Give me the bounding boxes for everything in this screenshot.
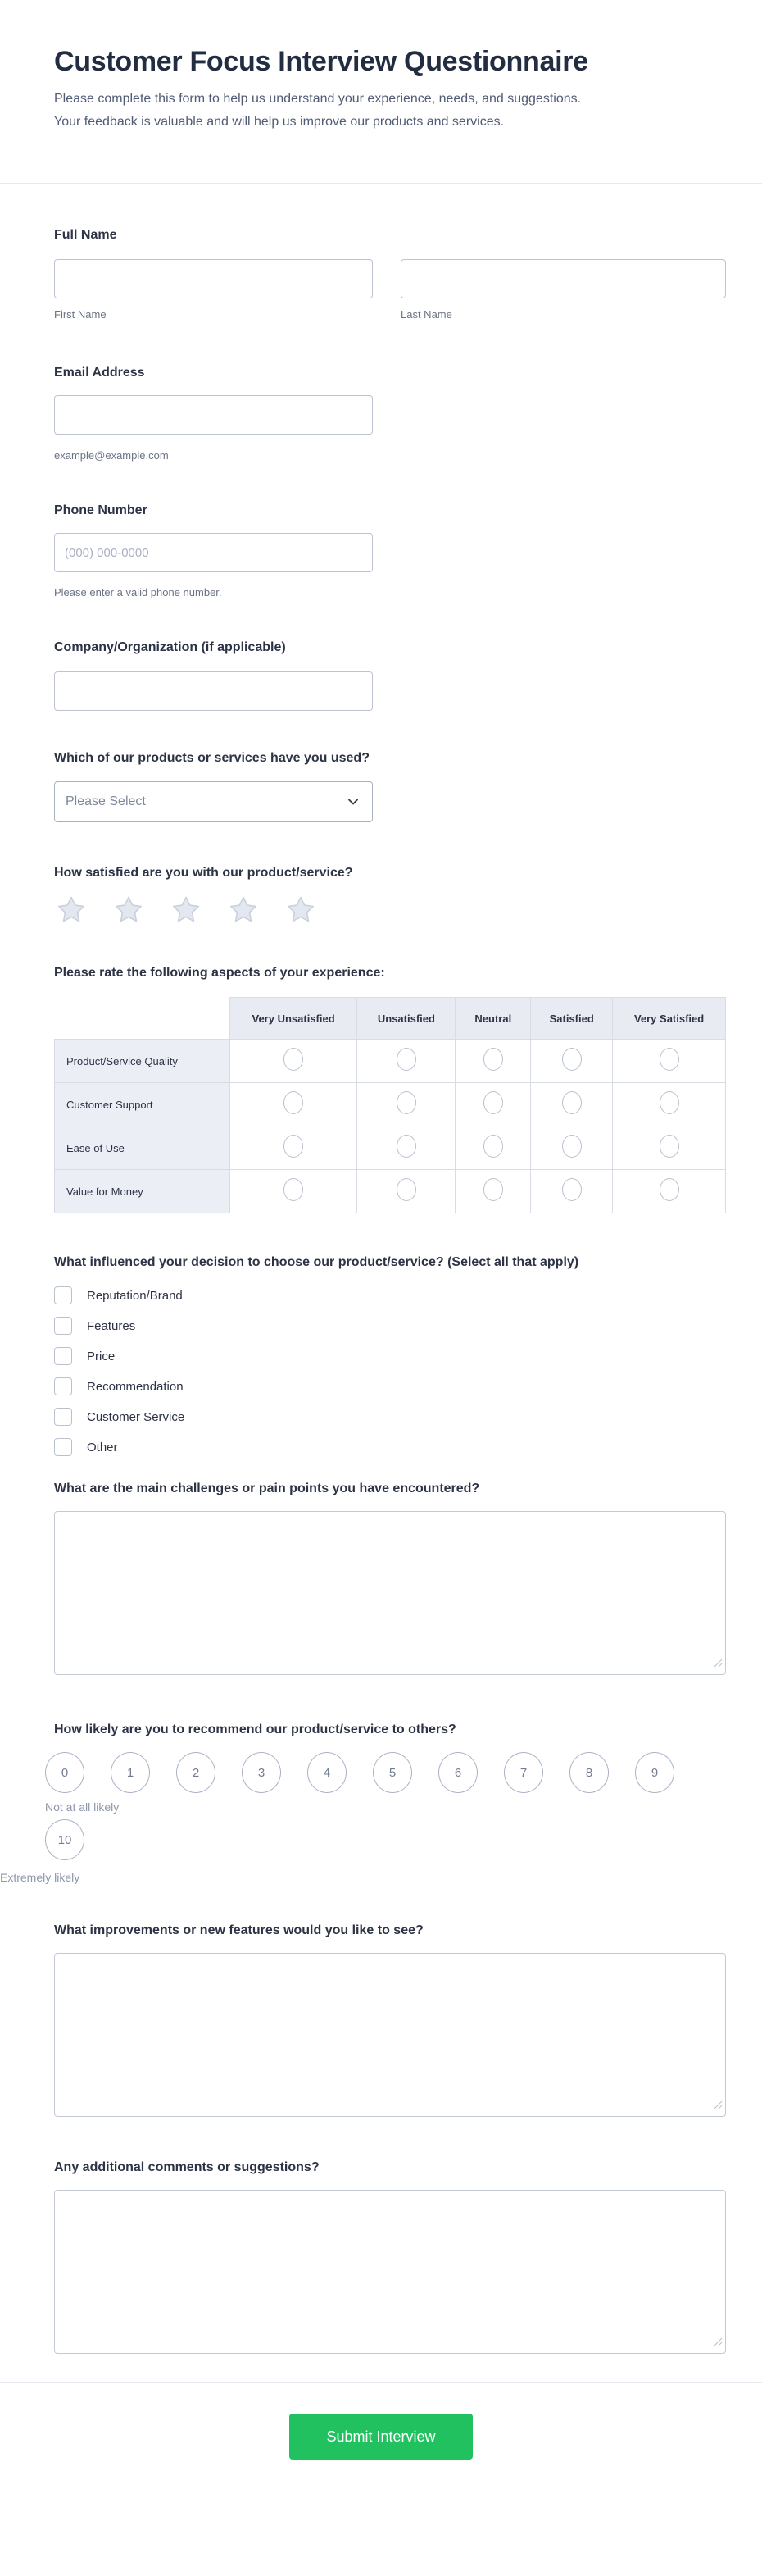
full-name-label: Full Name [54,228,117,242]
phone-label: Phone Number [54,503,147,517]
question-full-name [54,227,726,321]
question-phone [54,503,726,599]
challenges-label: What are the main challenges or pain points you have encountered? [54,1481,480,1495]
improvements-label: What improvements or new features would you like to see? [54,1923,424,1937]
checkbox-label: Customer Service [87,1409,185,1424]
rating-cell[interactable] [357,1170,456,1213]
products-select-value: Please Select [66,794,146,808]
nps-option[interactable]: 1 [111,1752,150,1793]
radio-button[interactable] [562,1178,582,1201]
question-comments [54,2160,726,2354]
checkbox-option[interactable] [54,1377,726,1395]
rating-table [54,997,726,1213]
radio-button[interactable] [283,1178,303,1201]
radio-button[interactable] [397,1091,416,1114]
rating-cell[interactable] [229,1126,357,1170]
header-divider [0,183,762,184]
influence-options [54,1286,726,1456]
rating-row [55,1040,726,1083]
radio-button[interactable] [483,1048,503,1071]
radio-button[interactable] [483,1091,503,1114]
rating-cell[interactable] [456,1083,531,1126]
comments-textarea[interactable] [54,2190,726,2354]
products-label: Which of our products or services have you used? [54,751,370,765]
radio-button[interactable] [660,1178,679,1201]
nps-row [45,1819,726,1860]
rating-row-label: Customer Support [55,1083,230,1126]
rating-cell[interactable] [613,1083,726,1126]
nps-max-caption: Extremely likely [0,1871,80,1884]
products-select[interactable] [54,781,373,822]
satisfaction-label: How satisfied are you with our product/service? [54,866,353,880]
rating-cell[interactable] [531,1126,613,1170]
rating-table-label: Please rate the following aspects of your experience: [54,966,385,980]
question-company [54,639,726,711]
radio-button[interactable] [397,1048,416,1071]
chevron-down-icon [345,794,361,810]
rating-cell[interactable] [613,1040,726,1083]
phone-hint: Please enter a valid phone number. [54,586,222,598]
star-rating [56,894,726,926]
radio-button[interactable] [660,1048,679,1071]
rating-cell[interactable] [456,1040,531,1083]
rating-cell[interactable] [613,1126,726,1170]
rating-cell[interactable] [531,1170,613,1213]
nps-min-caption: Not at all likely [45,1800,120,1814]
email-label: Email Address [54,366,145,380]
checkbox-option[interactable] [54,1347,726,1365]
question-satisfaction [54,865,726,926]
checkbox-option[interactable] [54,1438,726,1456]
rating-row-label: Product/Service Quality [55,1040,230,1083]
first-name-column [54,259,373,321]
checkbox[interactable] [54,1438,72,1456]
checkbox[interactable] [54,1377,72,1395]
checkbox-option[interactable] [54,1317,726,1335]
recommend-label: How likely are you to recommend our product/service to others? [54,1723,456,1736]
question-improvements [54,1923,726,2117]
rating-col-header: Very Unsatisfied [229,998,357,1040]
nps-option[interactable]: 2 [176,1752,215,1793]
nps-option[interactable]: 0 [45,1752,84,1793]
question-challenges [54,1481,726,1675]
submit-button[interactable]: Submit Interview [289,2414,473,2460]
first-name-sublabel: First Name [54,308,107,321]
rating-cell[interactable] [229,1040,357,1083]
comments-label: Any additional comments or suggestions? [54,2160,320,2174]
influence-label: What influenced your decision to choose our product/service? (Select all that apply) [54,1255,579,1269]
rating-row-label: Value for Money [55,1170,230,1213]
radio-button[interactable] [562,1048,582,1071]
form-body [0,227,762,2354]
phone-input[interactable] [54,533,373,572]
star-icon[interactable] [228,894,259,926]
form-header [0,45,762,134]
radio-button[interactable] [397,1135,416,1158]
rating-corner-cell [55,998,230,1040]
resize-grabber-icon[interactable] [714,2336,723,2351]
rating-cell[interactable] [456,1126,531,1170]
rating-col-header: Satisfied [531,998,613,1040]
nps-scale [0,1752,726,1884]
radio-button[interactable] [283,1091,303,1114]
rating-cell[interactable] [229,1083,357,1126]
page-title: Customer Focus Interview Questionnaire [54,46,588,77]
star-icon[interactable] [113,894,144,926]
rating-cell[interactable] [613,1170,726,1213]
question-email [54,365,726,462]
company-input[interactable] [54,671,373,711]
question-products [54,750,726,822]
checkbox[interactable] [54,1408,72,1426]
rating-cell[interactable] [357,1126,456,1170]
rating-col-header: Unsatisfied [357,998,456,1040]
star-icon[interactable] [56,894,87,926]
checkbox-label: Recommendation [87,1379,184,1394]
nps-option[interactable]: 5 [373,1752,412,1793]
checkbox-option[interactable] [54,1286,726,1304]
radio-button[interactable] [562,1091,582,1114]
nps-row [45,1752,726,1793]
rating-row [55,1170,726,1213]
rating-cell[interactable] [229,1170,357,1213]
radio-button[interactable] [397,1178,416,1201]
question-influence [54,1254,726,1456]
footer-divider [0,2382,762,2383]
rating-cell[interactable] [531,1040,613,1083]
checkbox-label: Features [87,1318,136,1333]
last-name-sublabel: Last Name [401,308,452,321]
rating-cell[interactable] [357,1083,456,1126]
nps-option[interactable]: 7 [504,1752,543,1793]
resize-grabber-icon[interactable] [714,1657,723,1672]
nps-option[interactable]: 10 [45,1819,84,1860]
radio-button[interactable] [283,1048,303,1071]
radio-button[interactable] [660,1091,679,1114]
rating-cell[interactable] [357,1040,456,1083]
last-name-column [401,259,726,321]
checkbox-label: Other [87,1440,118,1454]
radio-button[interactable] [283,1135,303,1158]
radio-button[interactable] [660,1135,679,1158]
improvements-textarea[interactable] [54,1953,726,2117]
form-page [0,45,762,2460]
challenges-textarea[interactable] [54,1511,726,1675]
email-input[interactable] [54,395,373,435]
checkbox[interactable] [54,1317,72,1335]
checkbox-option[interactable] [54,1408,726,1426]
form-subtitle: Please complete this form to help us understand your experience, needs, and suggestions. Your feedback is valuable and will help us improve our products and services. [54,92,582,129]
nps-option[interactable]: 9 [635,1752,674,1793]
company-label: Company/Organization (if applicable) [54,640,286,654]
radio-button[interactable] [483,1135,503,1158]
rating-col-header: Very Satisfied [613,998,726,1040]
first-name-input[interactable] [54,259,373,298]
name-fields-row [54,259,726,321]
radio-button[interactable] [483,1178,503,1201]
nps-option[interactable]: 4 [307,1752,347,1793]
question-rating-table [54,965,726,1213]
rating-row-label: Ease of Use [55,1126,230,1170]
star-icon[interactable] [170,894,202,926]
nps-option[interactable]: 8 [569,1752,609,1793]
nps-option[interactable]: 3 [242,1752,281,1793]
rating-cell[interactable] [531,1083,613,1126]
rating-row [55,1083,726,1126]
question-recommend [0,1722,726,1884]
radio-button[interactable] [562,1135,582,1158]
rating-row [55,1126,726,1170]
resize-grabber-icon[interactable] [714,2099,723,2114]
star-icon[interactable] [285,894,316,926]
checkbox-label: Reputation/Brand [87,1288,183,1303]
checkbox[interactable] [54,1286,72,1304]
checkbox-label: Price [87,1349,116,1363]
rating-cell[interactable] [456,1170,531,1213]
nps-option[interactable]: 6 [438,1752,478,1793]
rating-header-row [55,998,726,1040]
last-name-input[interactable] [401,259,726,298]
rating-col-header: Neutral [456,998,531,1040]
email-hint: example@example.com [54,449,169,462]
checkbox[interactable] [54,1347,72,1365]
